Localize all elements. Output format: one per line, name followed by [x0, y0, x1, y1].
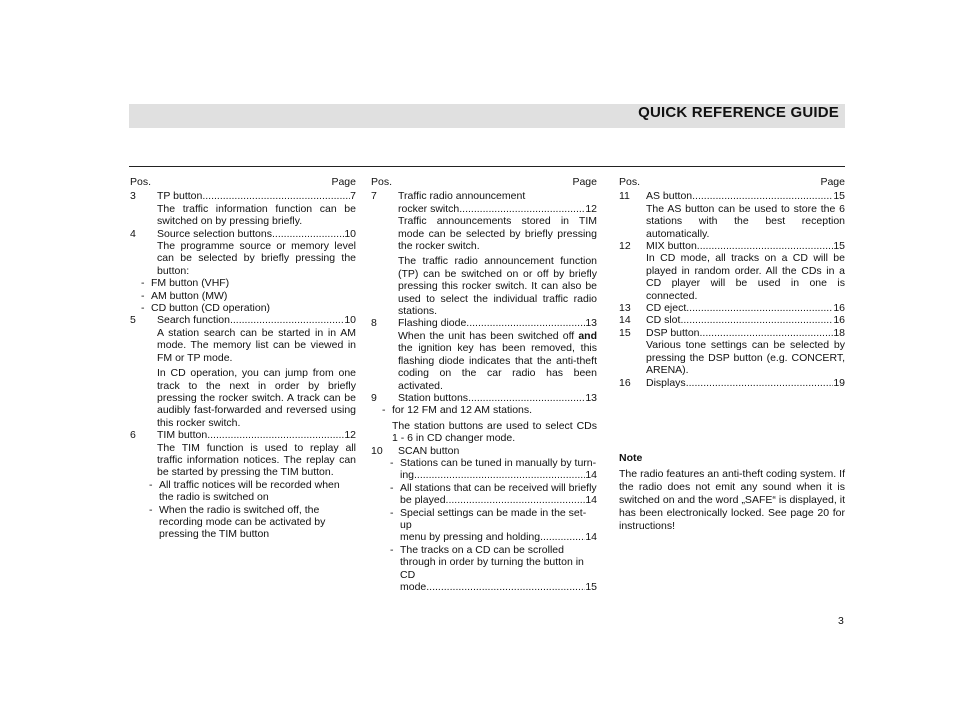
entry-label: Displays [646, 376, 686, 389]
column-3 [619, 176, 845, 389]
entry-number: 10 [371, 444, 383, 457]
list-item: - for 12 FM and 12 AM stations. The station buttons are used to select CDs 1 - 6 in CD changer mode. [382, 404, 597, 445]
entry-description: In CD mode, all tracks on a CD will be played in random order. All the CDs in a CD player will be used in one is connected. [646, 252, 845, 302]
entry-15 [619, 327, 845, 377]
entry-description-2: In CD operation, you can jump from one track to the next in order by briefly pressing the rocker switch. A track can be audibly fast-forwarded and reversed using this rocker switch. [157, 367, 356, 429]
entry-12 [619, 240, 845, 302]
entry-page: 12 [585, 202, 597, 215]
entry-label: Flashing diode [398, 317, 467, 330]
entry-label: DSP button [646, 326, 700, 339]
note-box [619, 452, 845, 532]
entry-11 [619, 190, 845, 240]
entry-label: Source selection buttons [157, 227, 272, 240]
entry-6 [130, 429, 356, 479]
entry-label: MIX button [646, 240, 697, 253]
list-item: - AM button (MW) [141, 289, 228, 302]
column-1 [130, 176, 356, 541]
entry-4 [130, 228, 356, 278]
entry-label-2: rocker switch [398, 202, 460, 215]
entry-number: 6 [130, 429, 136, 442]
header-bar [129, 104, 845, 128]
page-label: Page [572, 176, 597, 188]
entry-page: 15 [833, 240, 845, 253]
pos-label: Pos. [130, 176, 152, 188]
column-header [619, 176, 845, 188]
entry-description: Various tone settings can be selected by pressing the DSP button (e.g. CONCERT, ARENA). [646, 339, 845, 377]
page-label: Page [331, 176, 356, 188]
entry-page: 7 [350, 190, 356, 203]
entry-label: Search function [157, 314, 230, 327]
entry-number: 3 [130, 190, 136, 203]
entry-16 [619, 377, 845, 389]
list-item: - Stations can be tuned in manually by turn- ing ..... 14 [371, 457, 597, 482]
entry-description-2: The traffic radio announcement function (TP) can be switched on or off by briefly pressing this rocker switch. It can also be used to select the individual traffic radio stations. [398, 255, 597, 318]
note-text: The radio features an anti-theft coding system. If the radio does not emit any sound when it is switched on and the word „SAFE“ is displayed, it has been electronically locked. See page 20 for instructions! [619, 468, 845, 532]
entry-number: 8 [371, 317, 377, 330]
entry-number: 11 [619, 190, 630, 203]
entry-page: 16 [833, 302, 845, 315]
entry-number: 4 [130, 227, 136, 240]
entry-description: The traffic information function can be switched on by pressing briefly. [157, 202, 356, 228]
header-rule [129, 166, 845, 167]
entry-page: 10 [344, 314, 356, 327]
entry-10 [371, 445, 597, 457]
list-item: - CD button (CD operation) [141, 302, 271, 315]
entry-label: Station buttons [398, 391, 469, 404]
column-2 [371, 176, 597, 593]
entry-number: 9 [371, 391, 377, 404]
entry-description: The AS button can be used to store the 6 stations with the best reception automatically. [646, 202, 845, 240]
entry-label: SCAN button [398, 444, 460, 457]
entry-description: A station search can be started in in AM mode. The memory list can be viewed in FM or TP mode. [157, 326, 356, 364]
entry-8 [371, 317, 597, 391]
list-item: - All traffic notices will be recorded when the radio is switched on [149, 478, 340, 504]
page-title: QUICK REFERENCE GUIDE [638, 104, 839, 121]
entry-number: 5 [130, 314, 136, 327]
entry-page: 13 [585, 391, 597, 404]
pos-label: Pos. [371, 176, 393, 188]
list-item: - Special settings can be made in the set-up menu by pressing and holding. ..... 14 [371, 507, 597, 544]
entry-number: 7 [371, 190, 377, 203]
entry-page: 16 [833, 314, 845, 327]
entry-label: TP button [157, 190, 203, 203]
list-item: - All stations that can be received will briefly be played ..... 14 [371, 482, 597, 507]
column-header [371, 176, 597, 188]
entry-number: 15 [619, 326, 631, 339]
note-heading: Note [619, 452, 643, 464]
entry-page: 18 [833, 326, 845, 339]
entry-14 [619, 314, 845, 326]
page-label: Page [820, 176, 845, 188]
entry-9 [371, 392, 597, 404]
list-item: - FM button (VHF) [141, 277, 230, 290]
entry-7 [371, 190, 597, 317]
column-header [130, 176, 356, 188]
entry-number: 14 [619, 314, 631, 327]
entry-page: 12 [344, 429, 356, 442]
entry-label: TIM button [157, 429, 208, 442]
list-item: - When the radio is switched off, the recording mode can be activated by pressing the TIM button [149, 503, 326, 541]
entry-description: Traffic announcements stored in TIM mode can be selected by briefly pressing the rocker switch. [398, 215, 597, 253]
entry-label: Traffic radio announcement [398, 190, 526, 203]
entry-label: CD eject [646, 302, 687, 315]
entry-description: The TIM function is used to replay all traffic information notices. The replay can be started by pressing the TIM button. [157, 441, 356, 479]
entry-label: AS button [646, 190, 693, 203]
entry-number: 13 [619, 302, 631, 315]
page-number: 3 [838, 615, 844, 627]
list-item: - The tracks on a CD can be scrolled through in order by turning the button in CD mode ..... 15 [371, 544, 597, 594]
entry-page: 15 [833, 190, 845, 203]
entry-page: 10 [344, 227, 356, 240]
entry-5 [130, 314, 356, 429]
entry-description: When the unit has been switched off and the ignition key has been removed, this flashing diode indicates that the anti-theft coding on the car radio has been activated. [398, 329, 597, 392]
entry-page: 13 [585, 317, 597, 330]
entry-number: 16 [619, 376, 631, 389]
entry-description: The programme source or memory level can be selected by briefly pressing the button: [157, 240, 356, 277]
entry-number: 12 [619, 240, 631, 253]
entry-label: CD slot [646, 314, 681, 327]
entry-page: 19 [833, 376, 845, 389]
entry-13 [619, 302, 845, 314]
pos-label: Pos. [619, 176, 641, 188]
entry-3 [130, 190, 356, 227]
